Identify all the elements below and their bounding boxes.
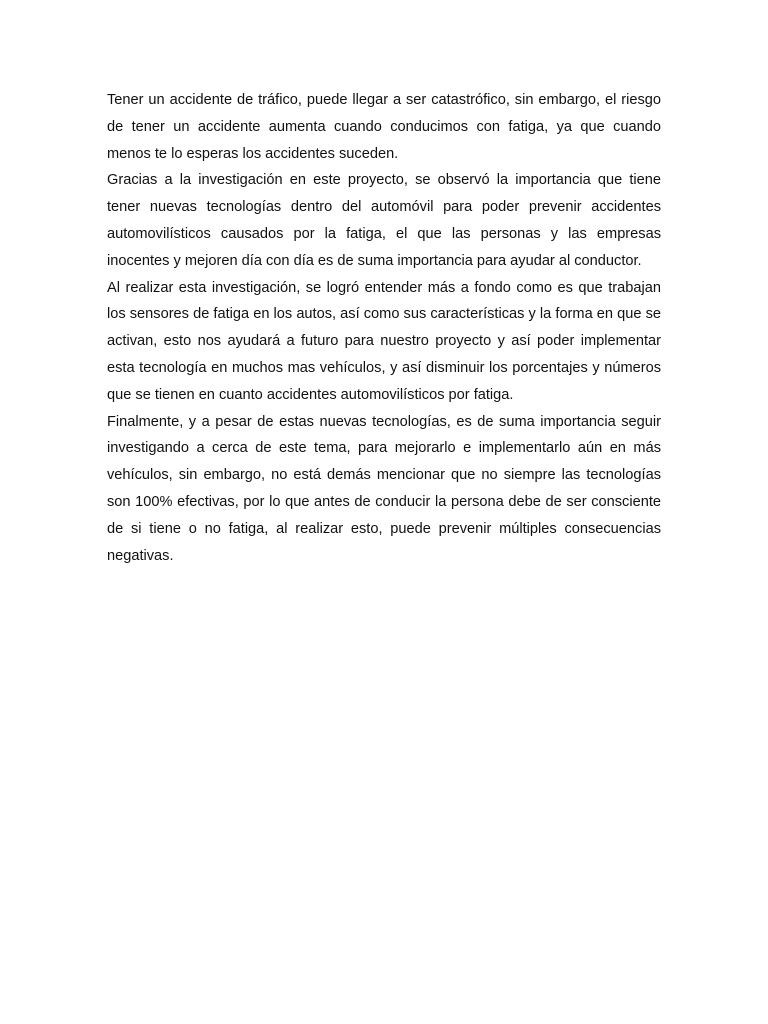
paragraph-fatigue-sensors: Al realizar esta investigación, se logró entender más a fondo como es que trabajan los sensores de fatiga en los autos, así como sus características y la forma en que se activan, esto nos ayudará a futuro para nuestro proyecto y así poder implementar esta tecnología en muchos mas vehículos, y así disminuir los porcentajes y números que se tienen en cuanto accidentes automovilísticos por fatiga. (107, 279, 661, 403)
paragraph-conclusion: Finalmente, y a pesar de estas nuevas tecnologías, es de suma importancia seguir investigando a cerca de este tema, para mejorarlo e implementarlo aún en más vehículos, sin embargo, no está demás mencionar que no siempre las tecnologías son 100% efectivas, por lo que antes de conducir la persona debe de ser consciente de si tiene o no fatiga, al realizar esto, puede prevenir múltiples consecuencias negativas. (107, 413, 661, 564)
document-body (107, 87, 661, 569)
paragraph-intro: Tener un accidente de tráfico, puede llegar a ser catastrófico, sin embargo, el riesgo de tener un accidente aumenta cuando conducimos con fatiga, ya que cuando menos te lo esperas los accidentes suceden. (107, 92, 661, 162)
paragraph-research-findings: Gracias a la investigación en este proyecto, se observó la importancia que tiene tener nuevas tecnologías dentro del automóvil para poder prevenir accidentes automovilísticos causados por la fatiga, el que las personas y las empresas inocentes y mejoren día con día es de suma importancia para ayudar al conductor. (107, 172, 661, 269)
